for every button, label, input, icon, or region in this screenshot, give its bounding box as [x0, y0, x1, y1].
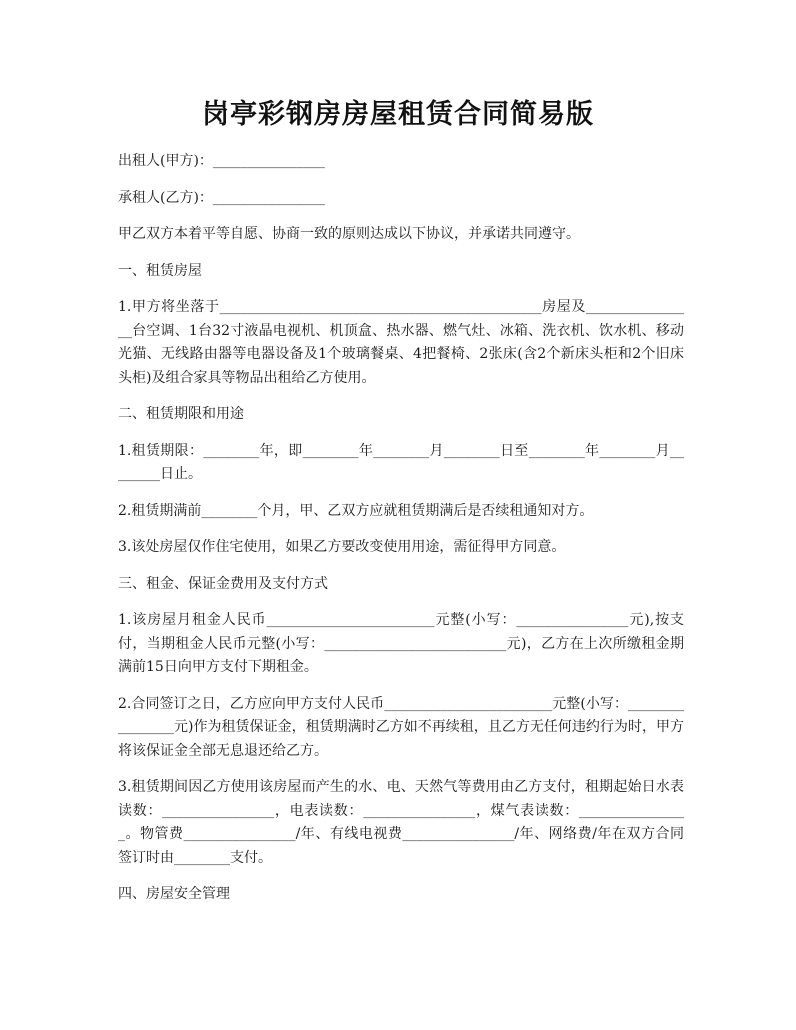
lessee-line: 承租人(乙方)：________________: [118, 189, 325, 206]
document-body: [118, 150, 684, 920]
section-heading-4: 四、房屋安全管理: [118, 886, 230, 902]
clause-3-1: 1.该房屋月租金人民币________________________元整(小写：________________元),按支付，当期租金人民币元整(小写：__________________________元)，乙方在上次所缴租金期满前15日向甲方支付下期租金。: [118, 612, 684, 675]
clause-3-3: 3.租赁期间因乙方使用该房屋而产生的水、电、天然气等费用由乙方支付，租期起始日水表读数：________________，电表读数：________________，煤气表读数：________________。物管费________________/年、有线电视费________________/年、网络费/年在双方合同签订时由________支付。: [118, 779, 684, 866]
section-heading-2: 二、租赁期限和用途: [118, 406, 244, 422]
clause-3-2: 2.合同签订之日，乙方应向甲方支付人民币________________________元整(小写：________________元)作为租赁保证金，租赁期满时乙方如不再续租，且乙方无任何违约行为时，甲方将该保证金全部无息退还给乙方。: [118, 695, 684, 759]
preamble-paragraph: 甲乙双方本着平等自愿、协商一致的原则达成以下协议，并承诺共同遵守。: [118, 226, 580, 242]
document-title: 岗亭彩钢房房屋租赁合同简易版: [202, 99, 594, 130]
section-heading-1: 一、租赁房屋: [118, 262, 202, 279]
clause-2-1: 1.租赁期限：________年，即________年________月________日至________年________月________日止。: [118, 442, 684, 482]
lessor-line: 出租人(甲方)：________________: [118, 153, 325, 169]
section-heading-3: 三、租金、保证金费用及支付方式: [118, 575, 328, 592]
clause-1-1: 1.甲方将坐落于______________________________________________房屋及________________台空调、1台32寸液晶电视机、机顶盒、热水器、燃气灶、冰箱、洗衣机、饮水机、移动光猫、无线路由器等电器设备及1个玻璃餐桌、4把餐椅、2张床(含2个新床头柜和2个旧床头柜)及组合家具等物品出租给乙方使用。: [118, 299, 684, 386]
clause-2-3: 3.该处房屋仅作住宅使用，如果乙方要改变使用用途，需征得甲方同意。: [118, 539, 566, 555]
clause-2-2: 2.租赁期满前________个月，甲、乙双方应就租赁期满后是否续租通知对方。: [118, 502, 594, 519]
